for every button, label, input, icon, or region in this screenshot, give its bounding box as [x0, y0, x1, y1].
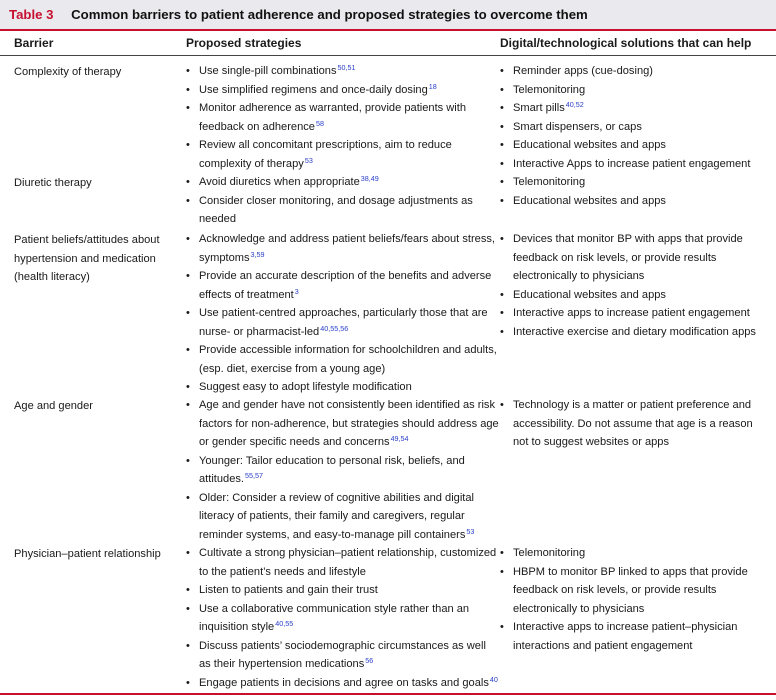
strategy-item: • Younger: Tailor education to personal risk, beliefs, and attitudes.$^{55,57}$ — [186, 452, 500, 489]
strategy-item: • Provide an accurate description of the benefits and adverse effects of treatment$^3$ — [186, 267, 500, 304]
reference-link[interactable]: 49,54 — [390, 434, 409, 443]
strategies-list — [186, 62, 500, 173]
barrier-cell: Patient beliefs/attitudes about hypertension and medication (health literacy) — [14, 234, 160, 283]
strategy-item: • Acknowledge and address patient beliefs/fears about stress, symptoms$^{3,59}$ — [186, 230, 500, 267]
strategy-item: • Provide accessible information for schoolchildren and adults, (esp. diet, exercise from a young age) — [186, 341, 500, 378]
digital-list — [500, 173, 766, 210]
digital-item: • Educational websites and apps — [500, 192, 766, 211]
digital-item: • Interactive Apps to increase patient engagement — [500, 155, 766, 174]
reference-link[interactable]: 40,52 — [565, 100, 584, 109]
digital-item: • Telemonitoring — [500, 544, 766, 563]
barrier-cell: Age and gender — [14, 400, 93, 412]
strategy-item: • Cultivate a strong physician–patient relationship, customized to the patient’s needs and lifestyle — [186, 544, 500, 581]
digital-item: • Smart pills$^{40,52}$ — [500, 99, 766, 118]
strategies-list — [186, 230, 500, 397]
digital-item: • Educational websites and apps — [500, 136, 766, 155]
table-body — [0, 62, 776, 690]
reference-link[interactable]: 53 — [466, 526, 475, 536]
strategies-list — [186, 396, 500, 544]
header-barrier: Barrier — [14, 36, 54, 50]
table-title: Common barriers to patient adherence and proposed strategies to overcome them — [71, 7, 588, 22]
reference-link[interactable]: 3,59 — [250, 249, 265, 259]
digital-list — [500, 396, 766, 452]
reference-link[interactable]: 3 — [294, 286, 299, 296]
reference-link[interactable]: 38,49 — [360, 174, 379, 183]
digital-item: • Interactive apps to increase patient–physician interactions and patient engagement — [500, 618, 766, 655]
barrier-cell: Diuretic therapy — [14, 177, 92, 189]
table-row — [0, 396, 776, 544]
table-row — [0, 173, 776, 230]
bottom-rule — [0, 693, 776, 695]
strategies-list — [186, 173, 500, 229]
strategy-item: • Consider closer monitoring, and dosage adjustments as needed — [186, 192, 500, 229]
table-row — [0, 230, 776, 396]
barrier-cell: Complexity of therapy — [14, 66, 122, 78]
digital-item: • HBPM to monitor BP linked to apps that provide feedback on risk levels, or provide results electronically to physicians — [500, 563, 766, 619]
strategy-item: • Suggest easy to adopt lifestyle modification — [186, 378, 500, 397]
reference-link[interactable]: 18 — [428, 81, 437, 91]
header-digital: Digital/technological solutions that can help — [500, 36, 752, 50]
reference-link[interactable]: 40,55 — [275, 619, 294, 628]
table-caption — [0, 0, 776, 29]
reference-link[interactable]: 50,51 — [337, 63, 356, 72]
strategy-item: • Listen to patients and gain their trust — [186, 581, 500, 600]
strategy-item: • Use a collaborative communication style rather than an inquisition style$^{40,55}$ — [186, 600, 500, 637]
strategy-item: • Discuss patients’ sociodemographic circumstances as well as their hypertension medications$^{56}$ — [186, 637, 500, 674]
reference-link[interactable]: 40 — [489, 674, 498, 684]
barrier-cell: Physician–patient relationship — [14, 548, 161, 560]
digital-list — [500, 544, 766, 655]
reference-link[interactable]: 58 — [315, 118, 324, 128]
digital-item: • Devices that monitor BP with apps that provide feedback on risk levels, or provide results electronically to physicians — [500, 230, 766, 286]
header-strategies: Proposed strategies — [186, 36, 302, 50]
strategies-list — [186, 544, 500, 692]
reference-link[interactable]: 55,57 — [245, 471, 264, 480]
digital-item: • Educational websites and apps — [500, 286, 766, 305]
strategy-item: • Review all concomitant prescriptions, aim to reduce complexity of therapy$^{53}$ — [186, 136, 500, 173]
strategy-item: • Avoid diuretics when appropriate$^{38,49}$ — [186, 173, 500, 192]
table-row — [0, 62, 776, 173]
digital-item: • Telemonitoring — [500, 81, 766, 100]
table-header-row — [0, 31, 776, 56]
digital-item: • Technology is a matter or patient preference and accessibility. Do not assume that age is a reason not to suggest websites or apps — [500, 396, 766, 452]
digital-item: • Reminder apps (cue-dosing) — [500, 62, 766, 81]
digital-list — [500, 62, 766, 173]
digital-list — [500, 230, 766, 341]
strategy-item: • Monitor adherence as warranted, provide patients with feedback on adherence$^{58}$ — [186, 99, 500, 136]
table-label: Table 3 — [9, 7, 54, 22]
reference-link[interactable]: 53 — [304, 155, 313, 165]
strategy-item: • Older: Consider a review of cognitive abilities and digital literacy of patients, their family and caregivers, regular reminder systems, and easy-to-manage pill containers$^{53}$ — [186, 489, 500, 545]
digital-item: • Telemonitoring — [500, 173, 766, 192]
reference-link[interactable]: 56 — [365, 656, 374, 665]
reference-link[interactable]: 40,55,56 — [320, 323, 349, 333]
strategy-item: • Use simplified regimens and once-daily dosing$^{18}$ — [186, 81, 500, 100]
table-row — [0, 544, 776, 690]
strategy-item: • Use patient-centred approaches, particularly those that are nurse- or pharmacist-led$^{40,55,56}$ — [186, 304, 500, 341]
digital-item: • Interactive apps to increase patient engagement — [500, 304, 766, 323]
strategy-item: • Use single-pill combinations$^{50,51}$ — [186, 62, 500, 81]
digital-item: • Interactive exercise and dietary modification apps — [500, 323, 766, 342]
digital-item: • Smart dispensers, or caps — [500, 118, 766, 137]
strategy-item: • Engage patients in decisions and agree on tasks and goals$^{40}$ — [186, 674, 500, 693]
strategy-item: • Age and gender have not consistently been identified as risk factors for non-adherence, but strategies should address age or gender specific needs and concerns$^{49,54}$ — [186, 396, 500, 452]
